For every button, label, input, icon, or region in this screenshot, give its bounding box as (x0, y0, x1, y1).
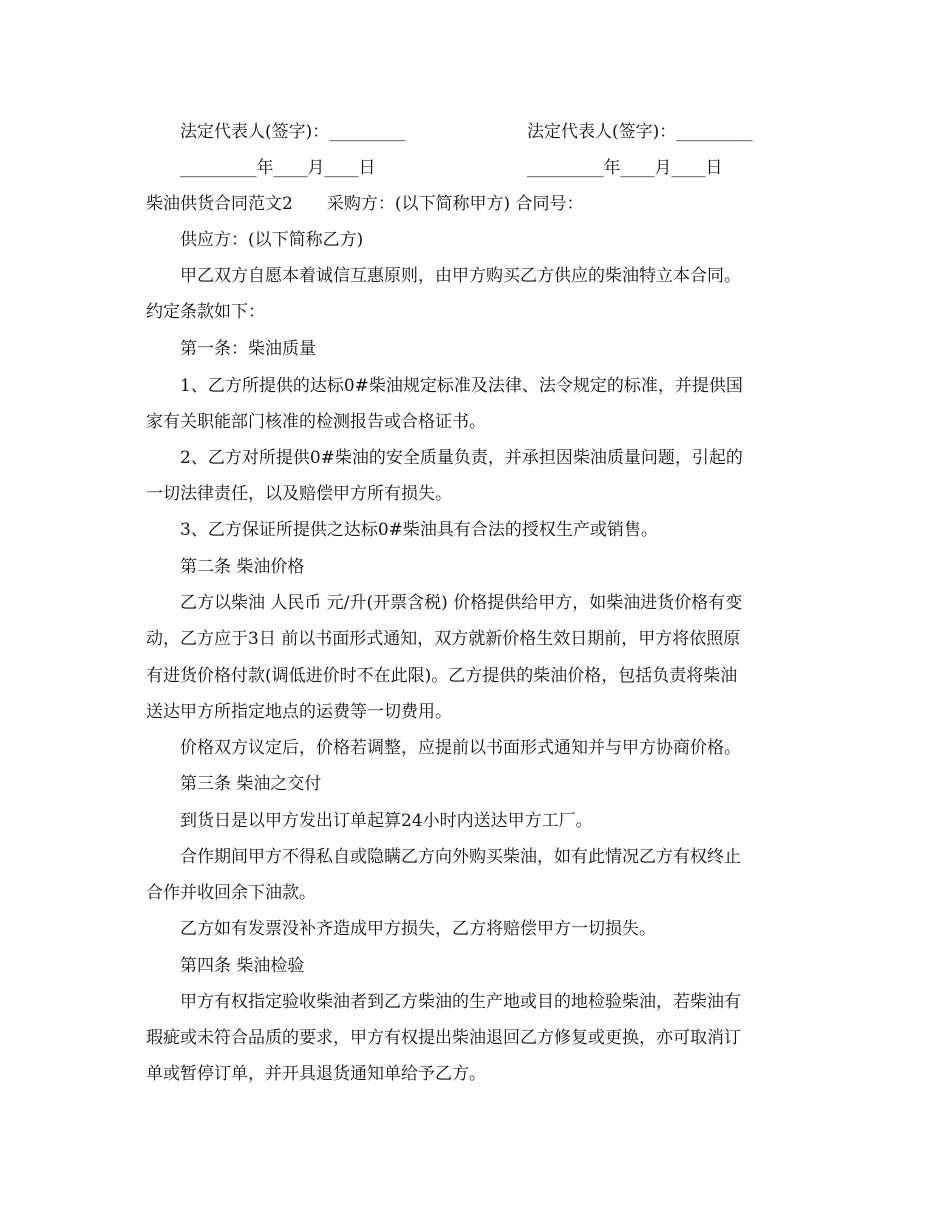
paragraph-line: 甲乙双方自愿本着诚信互惠原则，由甲方购买乙方供应的柴油特立本合同。 (180, 266, 741, 286)
section-heading: 第四条 柴油检验 (180, 956, 305, 976)
paragraph-line: 有进货价格付款(调低进价时不在此限)。乙方提供的柴油价格，包括负责将柴油 (146, 666, 738, 686)
left-signature-label: 法定代表人(签字)：_________ (180, 122, 406, 142)
section-heading: 第二条 柴油价格 (180, 557, 305, 577)
paragraph-line: 合作期间甲方不得私自或隐瞒乙方向外购买柴油，如有此情况乙方有权终止 (180, 847, 741, 867)
paragraph-line: 约定条款如下： (146, 302, 265, 322)
paragraph-line: 甲方有权指定验收柴油者到乙方柴油的生产地或目的地检验柴油，若柴油有 (180, 992, 741, 1012)
paragraph-line: 乙方以柴油 人民币 元/升(开票含税) 价格提供给甲方，如柴油进货价格有变 (180, 593, 743, 613)
right-signature-date: _________年____月____日 (527, 158, 723, 178)
paragraph-line: 家有关职能部门核准的检测报告或合格证书。 (146, 412, 486, 432)
contract-heading-line: 柴油供货合同范文2 采购方：(以下简称甲方) 合同号： (146, 194, 584, 214)
paragraph-line: 送达甲方所指定地点的运费等一切费用。 (146, 702, 452, 722)
paragraph-line: 一切法律责任，以及赔偿甲方所有损失。 (146, 484, 452, 504)
paragraph-line: 动，乙方应于3日 前以书面形式通知，双方就新价格生效日期前，甲方将依照原 (146, 629, 741, 649)
left-signature-date: _________年____月____日 (180, 158, 376, 178)
paragraph-line: 瑕疵或未符合品质的要求，甲方有权提出柴油退回乙方修复或更换，亦可取消订 (146, 1028, 741, 1048)
supplier-line: 供应方：(以下简称乙方) (180, 230, 364, 250)
paragraph-line: 合作并收回余下油款。 (146, 883, 316, 903)
paragraph-line: 2、乙方对所提供0#柴油的安全质量负责，并承担因柴油质量问题，引起的 (180, 448, 743, 468)
paragraph-line: 单或暂停订单，并开具退货通知单给予乙方。 (146, 1064, 486, 1084)
paragraph-line: 3、乙方保证所提供之达标0#柴油具有合法的授权生产或销售。 (180, 520, 658, 540)
paragraph-line: 乙方如有发票没补齐造成甲方损失，乙方将赔偿甲方一切损失。 (180, 919, 656, 939)
section-heading: 第三条 柴油之交付 (180, 774, 322, 794)
paragraph-line: 到货日是以甲方发出订单起算24小时内送达甲方工厂。 (180, 811, 593, 831)
section-heading: 第一条：柴油质量 (180, 339, 316, 359)
paragraph-line: 1、乙方所提供的达标0#柴油规定标准及法律、法令规定的标准，并提供国 (180, 376, 743, 396)
paragraph-line: 价格双方议定后，价格若调整，应提前以书面形式通知并与甲方协商价格。 (180, 738, 741, 758)
right-signature-label: 法定代表人(签字)：_________ (527, 122, 753, 142)
